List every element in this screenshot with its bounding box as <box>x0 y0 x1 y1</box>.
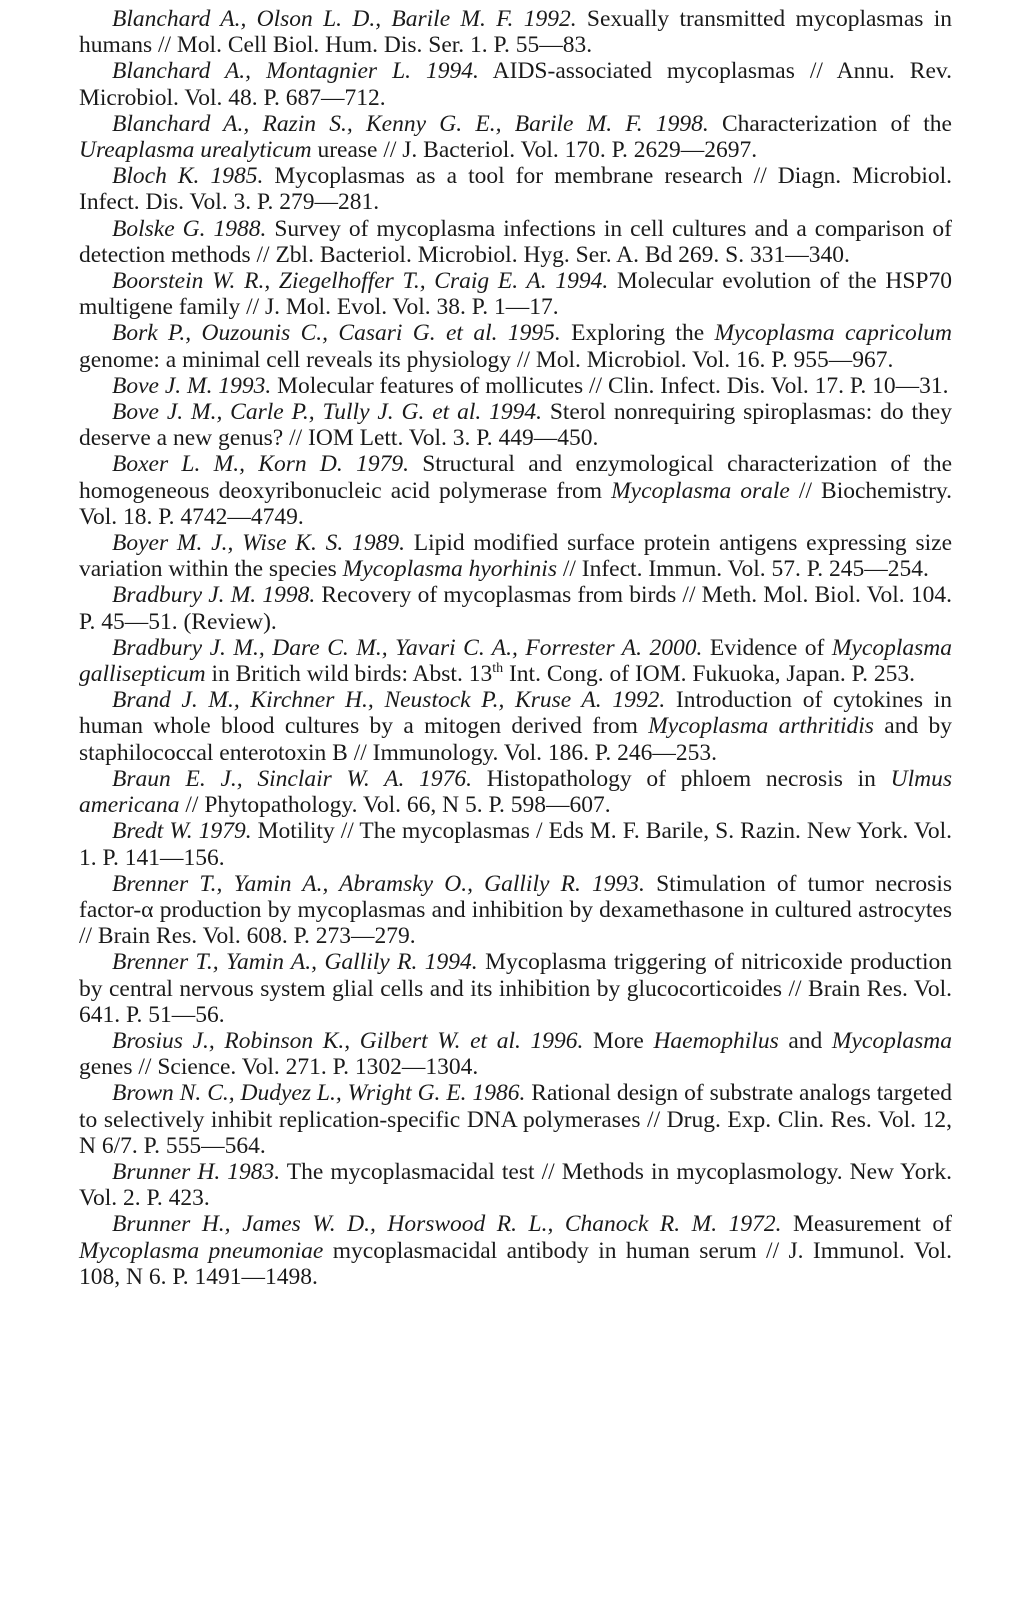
reference-text: and by staphilococcal enterotoxin B // Immunology. Vol. 186. P. 246—253. <box>79 713 953 766</box>
reference-text: and <box>778 1027 832 1054</box>
reference-entry <box>79 58 952 110</box>
reference-year: 1986. <box>472 1080 526 1107</box>
reference-italic-term: Mycoplasma <box>831 1027 952 1054</box>
reference-text: mycoplasmacidal antibody in human serum // J. Immunol. Vol. 108, N 6. P. 1491—1498. <box>79 1237 952 1290</box>
reference-authors: Bove J. M., Carle P., Tully J. G. et al. <box>112 399 490 426</box>
reference-entry <box>79 687 952 766</box>
reference-entry <box>79 530 952 582</box>
reference-entry <box>79 949 952 1028</box>
reference-text: genome: a minimal cell reveals its physiology // Mol. Microbiol. Vol. 16. P. 955—967. <box>79 346 894 373</box>
reference-text: More <box>583 1027 654 1054</box>
reference-entry <box>79 1080 952 1159</box>
reference-text: Evidence of <box>702 634 832 661</box>
reference-italic-term: Mycoplasma capricolum <box>714 320 952 347</box>
reference-year: 1985. <box>210 163 264 190</box>
reference-authors: Boorstein W. R., Ziegelhoffer T., Craig E. A. <box>112 268 556 295</box>
reference-year: 1998. <box>655 110 709 137</box>
reference-text: Structural and enzymological characterization of the homogeneous deoxyribonucleic acid polymerase from <box>79 451 952 504</box>
reference-text: Exploring the <box>560 320 715 347</box>
reference-italic-term: Mycoplasma arthritidis <box>648 713 874 740</box>
reference-authors: Brown N. C., Dudyez L., Wright G. E. <box>112 1080 473 1107</box>
reference-authors: Bradbury J. M., Dare C. M., Yavari C. A., Forrester A. <box>112 634 650 661</box>
reference-year: 1993. <box>218 372 272 399</box>
reference-text: Histopathology of phloem necrosis in <box>471 765 891 792</box>
reference-year: 1989. <box>352 530 405 557</box>
reference-entry <box>79 766 952 818</box>
reference-year: 1976. <box>419 765 472 792</box>
reference-year: 1994. <box>489 399 542 426</box>
reference-text: Rational design of substrate analogs targeted to selectively inhibit replication-specific DNA polymerases // Drug. Exp. Clin. Res. Vol. 12, N 6/7. P. 555—564. <box>79 1080 952 1159</box>
reference-entry <box>79 451 952 530</box>
reference-authors: Bove J. M. <box>112 372 219 399</box>
reference-entry <box>79 399 952 451</box>
reference-authors: Boyer M. J., Wise K. S. <box>112 530 353 557</box>
reference-authors: Braun E. J., Sinclair W. A. <box>112 765 420 792</box>
reference-text: Survey of mycoplasma infections in cell cultures and a comparison of detection methods // Zbl. Bacteriol. Microbiol. Hyg. Ser. A. Bd 269. S. 331—340. <box>79 215 952 268</box>
reference-text: Molecular evolution of the HSP70 multigene family // J. Mol. Evol. Vol. 38. P. 1—17. <box>79 268 952 321</box>
reference-authors: Brunner H. <box>112 1158 228 1185</box>
reference-entry <box>79 216 952 268</box>
reference-year: 1979. <box>198 818 252 845</box>
reference-entry <box>79 582 952 634</box>
reference-entry <box>79 1211 952 1290</box>
reference-year: 1992. <box>612 687 666 714</box>
reference-italic-term: Mycoplasma orale <box>611 477 790 504</box>
reference-text: // Infect. Immun. Vol. 57. P. 245—254. <box>556 556 929 583</box>
reference-text: The mycoplasmacidal test // Methods in mycoplasmology. New York. Vol. 2. P. 423. <box>79 1158 952 1212</box>
reference-text: Stimulation of tumor necrosis factor-α production by mycoplasmas and inhibition by dexamethasone in cultured astrocytes // Brain Res. Vol. 608. P. 273—279. <box>79 870 952 950</box>
reference-year: 1994. <box>426 58 479 85</box>
reference-year: 1994. <box>555 268 609 295</box>
reference-year: 1983. <box>227 1158 281 1185</box>
reference-list <box>79 6 952 1290</box>
reference-text: AIDS-associated mycoplasmas // Annu. Rev. Microbiol. Vol. 48. P. 687—712. <box>79 58 952 111</box>
reference-italic-term: Mycoplasma hyorhinis <box>342 556 557 583</box>
reference-authors: Blanchard A., Olson L. D., Barile M. F. <box>112 6 524 32</box>
reference-text: Recovery of mycoplasmas from birds // Meth. Mol. Biol. Vol. 104. P. 45—51. (Review). <box>79 582 952 635</box>
reference-text: Motility // The mycoplasmas / Eds M. F. Barile, S. Razin. New York. Vol. 1. P. 141—156. <box>79 818 952 871</box>
reference-authors: Bork P., Ouzounis C., Casari G. et al. <box>112 320 508 347</box>
reference-text: // Phytopathology. Vol. 66, N 5. P. 598—607. <box>179 792 611 819</box>
reference-text: in Britich wild birds: Abst. 13 <box>205 661 493 688</box>
reference-text: Molecular features of mollicutes // Clin. Infect. Dis. Vol. 17. P. 10—31. <box>271 372 949 399</box>
reference-authors: Blanchard A., Montagnier L. <box>112 58 427 85</box>
reference-superscript: th <box>492 661 504 677</box>
reference-authors: Boxer L. M., Korn D. <box>112 451 357 478</box>
reference-text: Characterization of the <box>708 110 952 137</box>
reference-year: 1996. <box>530 1027 584 1054</box>
reference-authors: Bradbury J. M. <box>112 582 263 609</box>
reference-entry <box>79 373 952 399</box>
reference-authors: Bolske G. <box>112 215 214 242</box>
reference-authors: Brosius J., Robinson K., Gilbert W. et al. <box>112 1027 531 1054</box>
reference-year: 1992. <box>523 6 577 32</box>
reference-text: Lipid modified surface protein antigens expressing size variation within the species <box>79 530 952 583</box>
reference-entry <box>79 1159 952 1211</box>
reference-italic-term: Mycoplasma gallisepticum <box>79 634 952 688</box>
reference-entry <box>79 268 952 320</box>
reference-text: Mycoplasma triggering of nitricoxide production by central nervous system glial cells and its inhibition by glucocorticoides // Brain Res. Vol. 641. P. 51—56. <box>79 949 952 1028</box>
reference-authors: Brand J. M., Kirchner H., Neustock P., Kruse A. <box>112 687 613 714</box>
reference-year: 1995. <box>507 320 561 347</box>
reference-entry <box>79 6 952 58</box>
reference-authors: Bloch K. <box>112 163 211 190</box>
reference-text: genes // Science. Vol. 271. P. 1302—1304. <box>79 1054 479 1081</box>
reference-authors: Brenner T., Yamin A., Abramsky O., Gallily R. <box>112 870 593 897</box>
reference-entry <box>79 163 952 215</box>
reference-text: urease // J. Bacteriol. Vol. 170. P. 2629—2697. <box>311 137 758 164</box>
reference-authors: Brenner T., Yamin A., Gallily R. <box>112 949 425 976</box>
reference-text: Measurement of <box>781 1211 952 1238</box>
reference-entry <box>79 818 952 870</box>
reference-year: 1979. <box>356 451 409 478</box>
reference-text: // Biochemistry. Vol. 18. P. 4742—4749. <box>79 477 953 530</box>
reference-year: 2000. <box>649 634 703 661</box>
reference-entry <box>79 111 952 163</box>
reference-entry <box>79 1028 952 1080</box>
reference-text: Int. Cong. of IOM. Fukuoka, Japan. P. 253. <box>503 661 916 688</box>
reference-entry <box>79 635 952 687</box>
reference-year: 1988. <box>213 215 267 242</box>
reference-italic-term: Haemophilus <box>653 1027 779 1054</box>
reference-year: 1994. <box>424 949 478 976</box>
reference-authors: Brunner H., James W. D., Horswood R. L., Chanock R. M. <box>112 1211 729 1238</box>
reference-text: Introduction of cytokines in human whole blood cultures by a mitogen derived from <box>79 687 952 740</box>
reference-italic-term: Ureaplasma urealyticum <box>79 137 312 164</box>
reference-year: 1993. <box>592 870 645 897</box>
reference-entry <box>79 871 952 950</box>
reference-entry <box>79 320 952 372</box>
reference-year: 1972. <box>728 1211 782 1238</box>
reference-text: Mycoplasmas as a tool for membrane research // Diagn. Microbiol. Infect. Dis. Vol. 3. P. 279—281. <box>79 163 952 216</box>
reference-authors: Bredt W. <box>112 818 199 845</box>
reference-authors: Blanchard A., Razin S., Kenny G. E., Barile M. F. <box>112 110 656 137</box>
reference-text: Sterol nonrequiring spiroplasmas: do they deserve a new genus? // IOM Lett. Vol. 3. P. 449—450. <box>79 399 952 452</box>
reference-italic-term: Mycoplasma pneumoniae <box>79 1237 324 1264</box>
reference-text: Sexually transmitted mycoplasmas in humans // Mol. Cell Biol. Hum. Dis. Ser. 1. P. 55—83. <box>79 6 953 59</box>
reference-italic-term: Ulmus americana <box>79 765 952 819</box>
reference-year: 1998. <box>262 582 316 609</box>
